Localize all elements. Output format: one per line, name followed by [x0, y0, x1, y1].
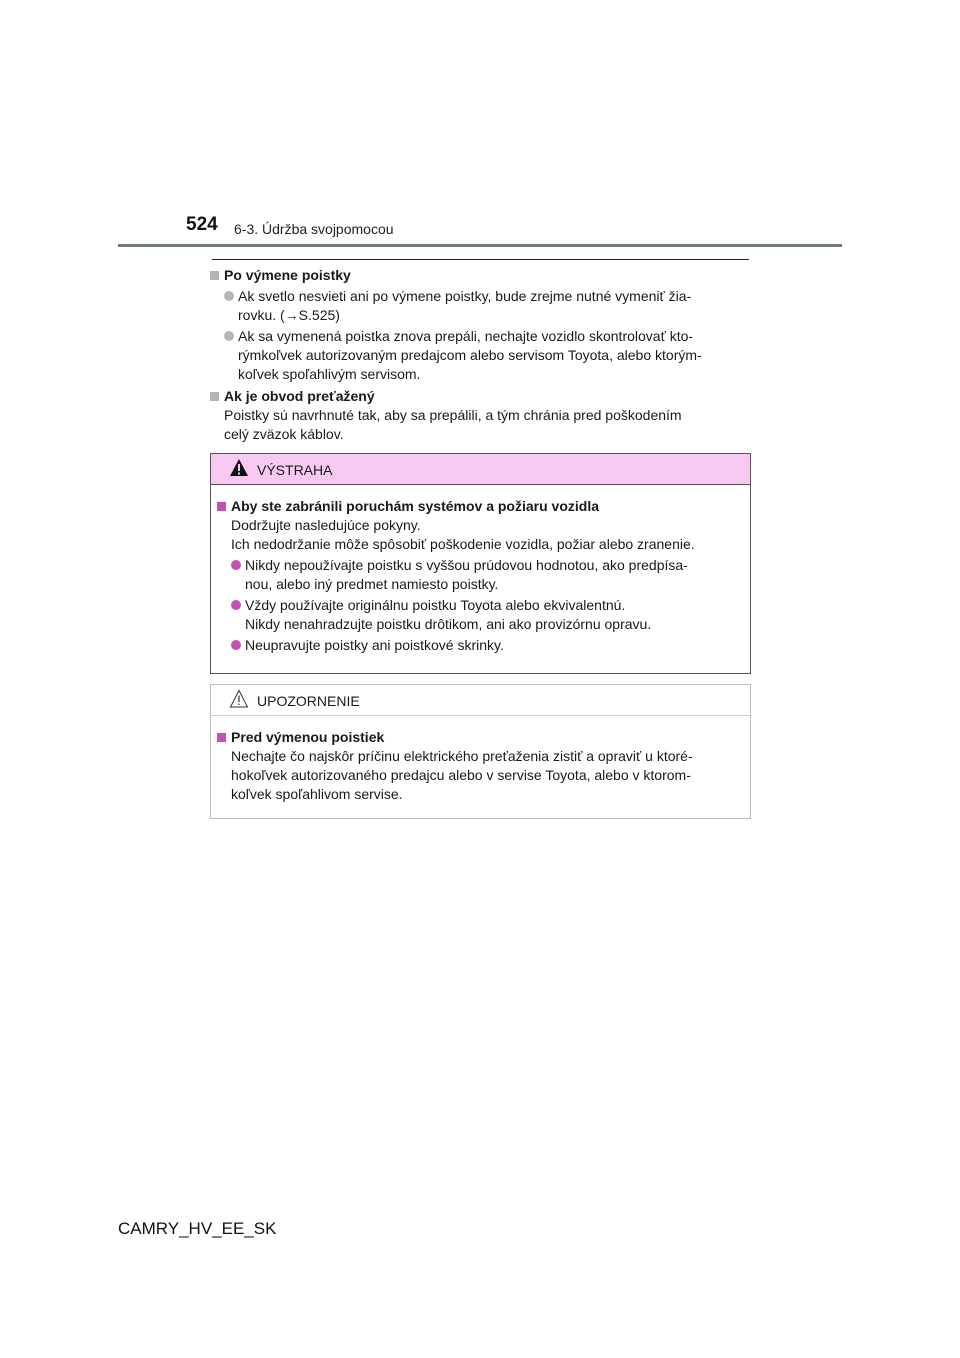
text-line: Poistky sú navrhnuté tak, aby sa prepálili, a tým chránia pred poškodením: [224, 407, 682, 423]
round-bullet-icon: [224, 331, 234, 341]
round-bullet-icon: [231, 600, 241, 610]
square-bullet-icon: [210, 271, 219, 280]
text-line: Neupravujte poistky ani poistkové skrinky.: [245, 637, 504, 653]
heading-text: Po výmene poistky: [224, 267, 351, 283]
list-item: [217, 636, 744, 655]
square-bullet-icon: [210, 392, 219, 401]
caution-heading: [217, 728, 744, 747]
warning-box: [210, 453, 751, 674]
caution-triangle-icon: [229, 689, 249, 709]
list-item: [210, 327, 751, 384]
square-bullet-icon: [217, 733, 226, 742]
text-line: Dodržujte nasledujúce pokyny.: [231, 517, 421, 533]
list-item: [210, 287, 751, 325]
content-rule: [212, 259, 749, 260]
text-line: Ak svetlo nesvieti ani po výmene poistky, bude zrejme nutné vymeniť žia-: [238, 288, 692, 304]
warning-triangle-icon: [229, 458, 249, 478]
heading-text: Aby ste zabránili poruchám systémov a požiaru vozidla: [231, 498, 599, 514]
text-line: hokoľvek autorizovaného predajcu alebo v servise Toyota, alebo v ktorom-: [231, 767, 691, 783]
paragraph: [210, 406, 751, 444]
paragraph: [217, 747, 744, 804]
warning-title: VÝSTRAHA: [257, 462, 333, 478]
section-heading: [210, 387, 751, 406]
text-line: Ak sa vymenená poistka znova prepáli, nechajte vozidlo skontrolovať kto-: [238, 328, 694, 344]
text-line: celý zväzok káblov.: [224, 426, 344, 442]
text-line: Nechajte čo najskôr príčinu elektrického preťaženia zistiť a opraviť u ktoré-: [231, 748, 693, 764]
warning-heading: [217, 497, 744, 516]
text-line: nou, alebo iný predmet namiesto poistky.: [245, 576, 499, 592]
caution-body: [211, 716, 750, 804]
list-item: [217, 556, 744, 594]
footer-doc-id: CAMRY_HV_EE_SK: [118, 1219, 277, 1238]
warning-body: [211, 485, 750, 655]
text-line: rovku. (→S.525): [238, 307, 340, 323]
section-heading: [210, 266, 751, 285]
round-bullet-icon: [224, 291, 234, 301]
text-line: Vždy používajte originálnu poistku Toyota alebo ekvivalentnú.: [245, 597, 626, 613]
caution-header: [211, 685, 750, 716]
text-line: Nikdy nenahradzujte poistku drôtikom, ani ako provizórnu opravu.: [245, 616, 652, 632]
text-line: Nikdy nepoužívajte poistku s vyššou prúdovou hodnotou, ako predpísa-: [245, 557, 688, 573]
main-content: [210, 265, 751, 444]
heading-text: Ak je obvod preťažený: [224, 388, 375, 404]
text-line: Ich nedodržanie môže spôsobiť poškodenie vozidla, požiar alebo zranenie.: [231, 536, 695, 552]
warning-header: [211, 454, 750, 485]
paragraph: [217, 516, 744, 554]
square-bullet-icon: [217, 502, 226, 511]
text-line: koľvek spoľahlivom servise.: [231, 786, 403, 802]
round-bullet-icon: [231, 560, 241, 570]
section-title: 6-3. Údržba svojpomocou: [234, 221, 394, 237]
text-line: rýmkoľvek autorizovaným predajcom alebo servisom Toyota, alebo ktorým-: [238, 347, 702, 363]
caution-title: UPOZORNENIE: [257, 693, 360, 709]
round-bullet-icon: [231, 640, 241, 650]
heading-text: Pred výmenou poistiek: [231, 729, 385, 745]
page-number: 524: [186, 214, 218, 235]
list-item: [217, 596, 744, 634]
text-line: koľvek spoľahlivým servisom.: [238, 366, 421, 382]
caution-box: [210, 684, 751, 819]
header-rule: [118, 244, 842, 247]
